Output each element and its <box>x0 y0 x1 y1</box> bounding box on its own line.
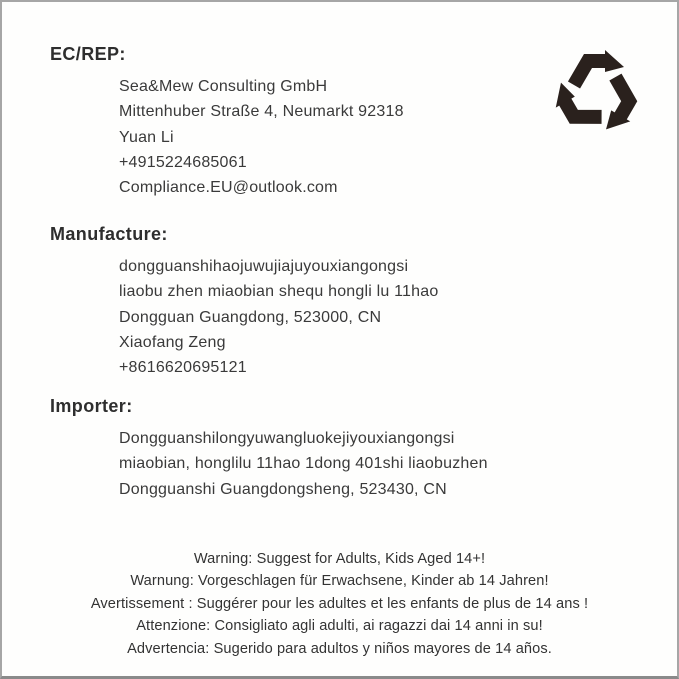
manufacture-address-2: Dongguan Guangdong, 523000, CN <box>119 308 382 326</box>
ec-rep-phone: +4915224685061 <box>119 153 247 171</box>
warnings-block <box>2 548 677 660</box>
section-importer <box>50 396 653 502</box>
ec-rep-details <box>119 74 653 200</box>
manufacture-contact-name: Xiaofang Zeng <box>119 333 226 351</box>
importer-company: Dongguanshilongyuwangluokejiyouxiangongsi <box>119 430 455 447</box>
warning-it: Attenzione: Consigliato agli adulti, ai ragazzi dai 14 anni in su! <box>136 618 543 635</box>
warning-de: Warnung: Vorgeschlagen für Erwachsene, Kinder ab 14 Jahren! <box>130 573 549 590</box>
section-manufacture <box>50 224 653 380</box>
importer-details <box>119 426 653 502</box>
ec-rep-company: Sea&Mew Consulting GmbH <box>119 78 328 95</box>
ec-rep-address: Mittenhuber Straße 4, Neumarkt 92318 <box>119 103 404 121</box>
warning-es: Advertencia: Sugerido para adultos y niños mayores de 14 años. <box>127 640 552 657</box>
warning-en: Warning: Suggest for Adults, Kids Aged 14+! <box>193 551 486 567</box>
importer-address-2: Dongguanshi Guangdongsheng, 523430, CN <box>119 480 447 498</box>
ec-rep-email: Compliance.EU@outlook.com <box>119 179 338 197</box>
manufacture-heading: Manufacture: <box>50 224 168 244</box>
warning-fr: Avertissement : Suggérer pour les adultes et les enfants de plus de 14 ans ! <box>90 595 589 612</box>
manufacture-details <box>119 254 653 380</box>
manufacture-company: dongguanshihaojuwujiajuyouxiangongsi <box>119 258 409 275</box>
importer-address-1: miaobian, honglilu 11hao 1dong 401shi liaobuzhen <box>119 455 488 473</box>
manufacture-address-1: liaobu zhen miaobian shequ hongli lu 11hao <box>119 283 439 301</box>
ec-rep-heading: EC/REP: <box>50 44 126 64</box>
importer-heading: Importer: <box>50 396 133 416</box>
ec-rep-contact-name: Yuan Li <box>119 128 174 146</box>
manufacture-phone: +8616620695121 <box>119 359 247 377</box>
section-ec-rep <box>50 44 653 200</box>
